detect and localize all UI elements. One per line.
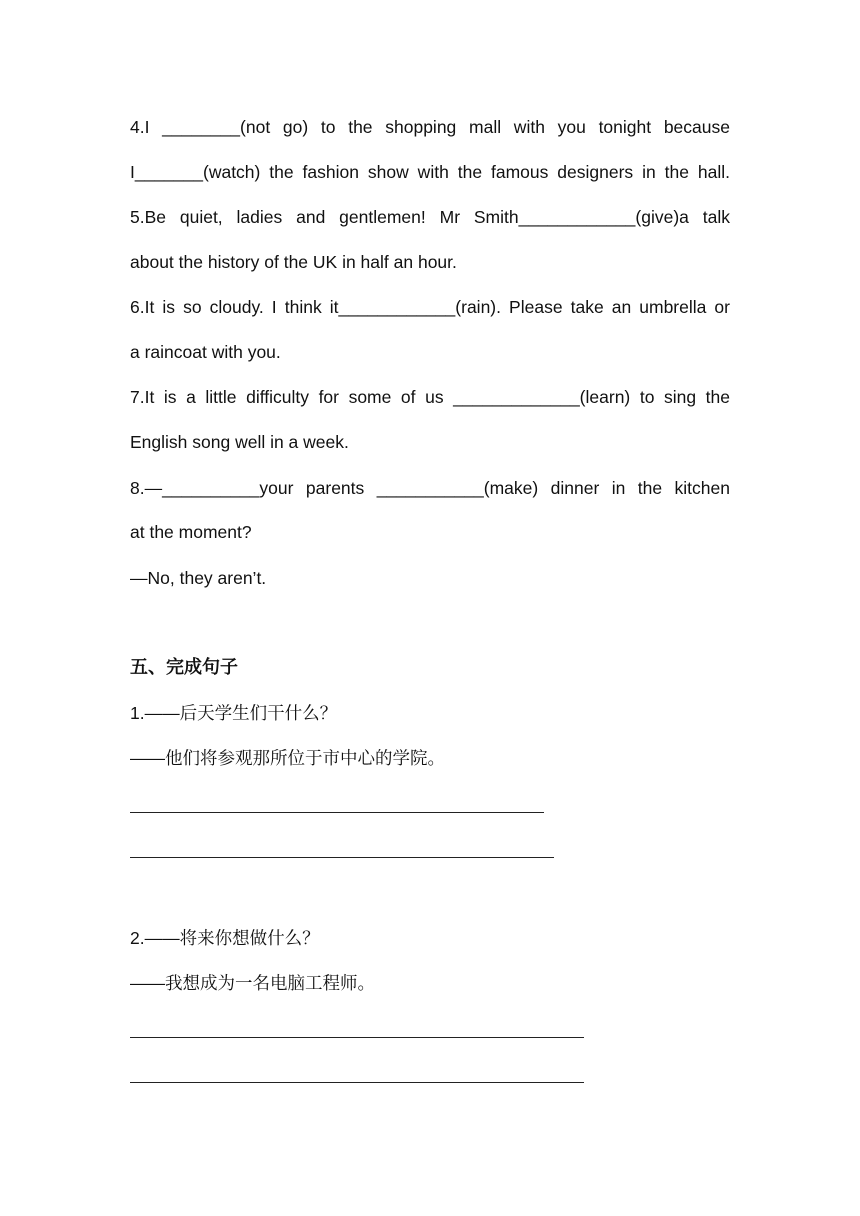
- q7-line-2: English song well in a week.: [130, 432, 349, 452]
- s5-q2-line-1: 2.——将来你想做什么？: [130, 928, 320, 948]
- q5-line-1: 5.Be quiet, ladies and gentlemen! Mr Smith____________(give)a talk: [130, 207, 730, 227]
- s5-q1-answer-line-2[interactable]: [130, 857, 554, 858]
- s5-q2-answer-line-2[interactable]: [130, 1082, 584, 1083]
- q6-line-2: a raincoat with you.: [130, 342, 281, 362]
- s5-q1-line-1: 1.——后天学生们干什么？: [130, 703, 338, 723]
- q5-line-2: about the history of the UK in half an hour.: [130, 252, 457, 272]
- q7-line-1: 7.It is a little difficulty for some of us _____________(learn) to sing the: [130, 387, 730, 407]
- q8-line-1: 8.—__________your parents ___________(make) dinner in the kitchen: [130, 478, 730, 498]
- section-five-heading: 五、完成句子: [130, 657, 238, 677]
- q8-line-3: —No, they aren’t.: [130, 568, 267, 588]
- s5-q2-line-2: ——我想成为一名电脑工程师。: [130, 973, 375, 993]
- s5-q2-answer-line-1[interactable]: [130, 1037, 584, 1038]
- q8-line-2: at the moment?: [130, 522, 252, 542]
- q4-line-2: I_______(watch) the fashion show with the famous designers in the hall.: [130, 162, 730, 182]
- q6-line-1: 6.It is so cloudy. I think it____________(rain). Please take an umbrella or: [130, 297, 730, 317]
- q4-line-1: 4.I ________(not go) to the shopping mall with you tonight because: [130, 117, 730, 137]
- s5-q1-answer-line-1[interactable]: [130, 812, 544, 813]
- s5-q1-line-2: ——他们将参观那所位于市中心的学院。: [130, 748, 445, 768]
